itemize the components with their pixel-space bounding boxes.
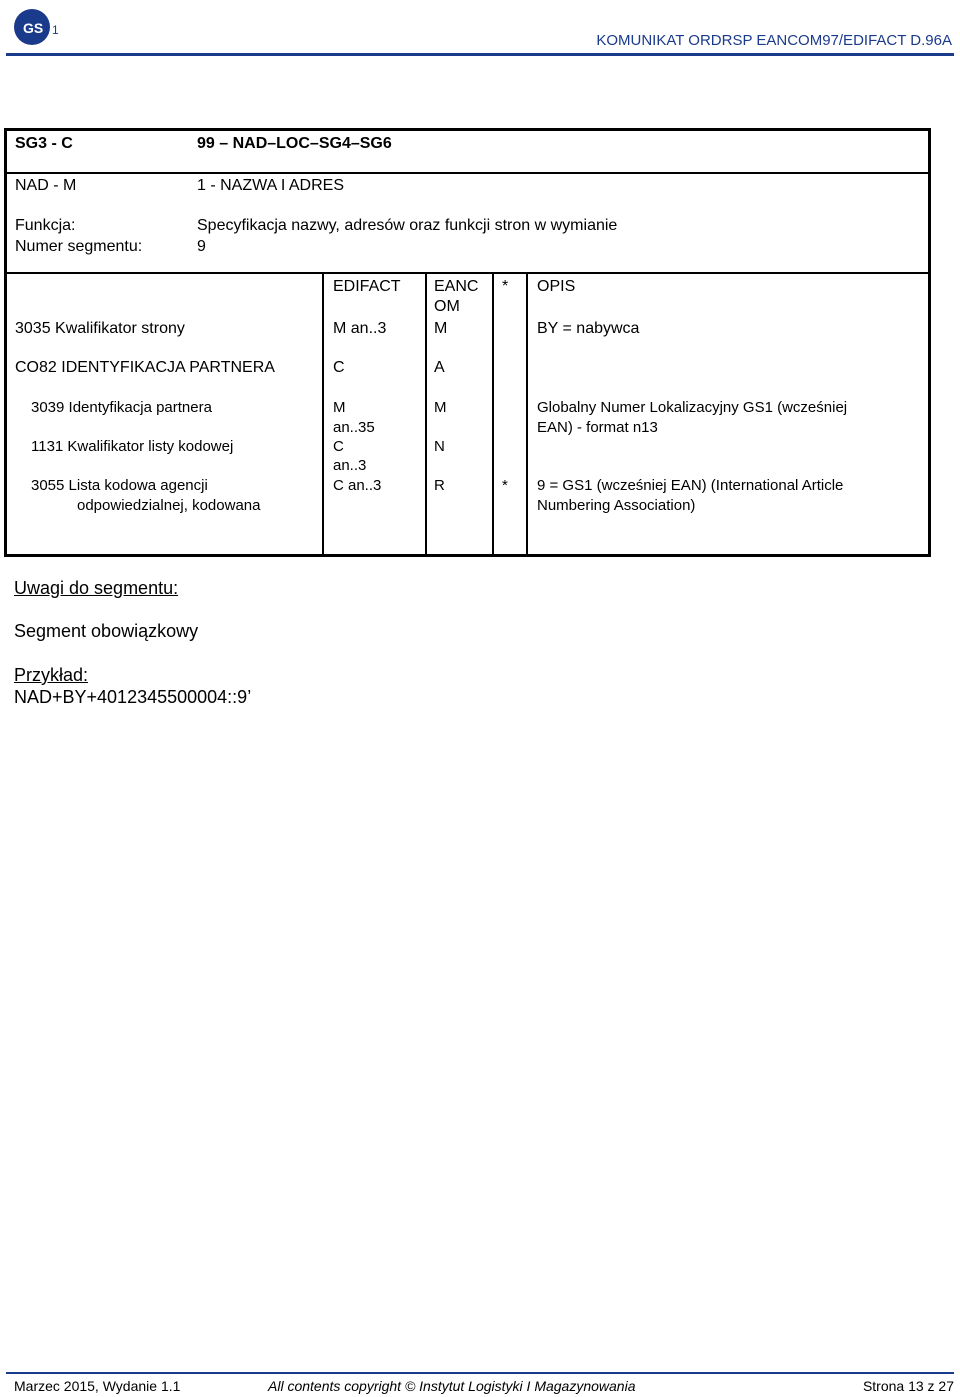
element-1131-eancom: N [434,438,445,455]
column-header-star: * [502,278,509,295]
function-label: Funkcja: [15,217,76,234]
element-3055-name: 3055 Lista kodowa agencji [31,477,208,494]
segment-code: NAD - M [15,177,77,194]
column-divider [425,272,427,554]
composite-c082-name: CO82 IDENTYFIKACJA PARTNERA [15,359,275,376]
svg-text:1: 1 [52,23,59,37]
element-3039-edifact-format: an..35 [333,419,375,436]
element-3035-opis: BY = nabywca [537,320,640,337]
segment-group-description: 99 – NAD–LOC–SG4–SG6 [197,135,392,152]
element-3039-opis: Globalny Numer Lokalizacyjny GS1 (wcześniej [537,399,848,416]
column-header-edifact: EDIFACT [333,278,401,295]
element-1131-name: 1131 Kwalifikator listy kodowej [31,438,234,455]
header-divider [6,53,954,56]
element-3039-edifact-status: M [333,399,346,416]
composite-c082-edifact: C [333,359,345,376]
column-header-eancom-cont: OM [434,298,460,315]
element-3055-opis-cont: Numbering Association) [537,497,696,514]
element-3055-name-cont: odpowiedzialnej, kodowana [77,497,261,514]
composite-c082-eancom: A [434,359,445,376]
segment-description: 1 - NAZWA I ADRES [197,177,344,194]
element-3055-edifact: C an..3 [333,477,382,494]
segment-number-label: Numer segmentu: [15,238,143,255]
divider [7,272,928,274]
element-1131-edifact-format: an..3 [333,457,367,474]
element-3035-eancom: M [434,320,448,337]
gs1-logo [12,6,64,48]
element-3039-name: 3039 Identyfikacja partnera [31,399,212,416]
element-3035-edifact: M an..3 [333,320,387,337]
divider [7,172,928,174]
element-3055-opis: 9 = GS1 (wcześniej EAN) (International Article [537,477,844,494]
element-3039-opis-cont: EAN) - format n13 [537,419,658,436]
element-3055-eancom: R [434,477,445,494]
segment-notes-label: Uwagi do segmentu: [14,578,179,598]
footer-date: Marzec 2015, Wydanie 1.1 [14,1378,181,1394]
document-title: KOMUNIKAT ORDRSP EANCOM97/EDIFACT D.96A [596,32,952,49]
column-divider [492,272,494,554]
segment-table [4,128,931,557]
element-3035-name: 3035 Kwalifikator strony [15,320,185,337]
column-header-eancom: EANC [434,278,479,295]
column-divider [526,272,528,554]
element-3039-eancom: M [434,399,447,416]
element-3055-star: * [502,477,508,494]
element-1131-edifact-status: C [333,438,344,455]
column-divider [322,272,324,554]
example-label: Przykład: [14,665,89,685]
segment-notes-text: Segment obowiązkowy [14,621,199,641]
footer-page-number: Strona 13 z 27 [862,1378,954,1394]
svg-text:GS: GS [23,20,44,36]
footer-copyright: All contents copyright © Instytut Logistyki I Magazynowania [268,1378,636,1394]
segment-group-code: SG3 - C [15,135,73,152]
example-text: NAD+BY+4012345500004::9’ [14,687,252,707]
segment-number-value: 9 [197,238,206,255]
function-value: Specyfikacja nazwy, adresów oraz funkcji stron w wymianie [197,217,618,234]
footer-divider [6,1372,954,1374]
column-header-opis: OPIS [537,278,576,295]
